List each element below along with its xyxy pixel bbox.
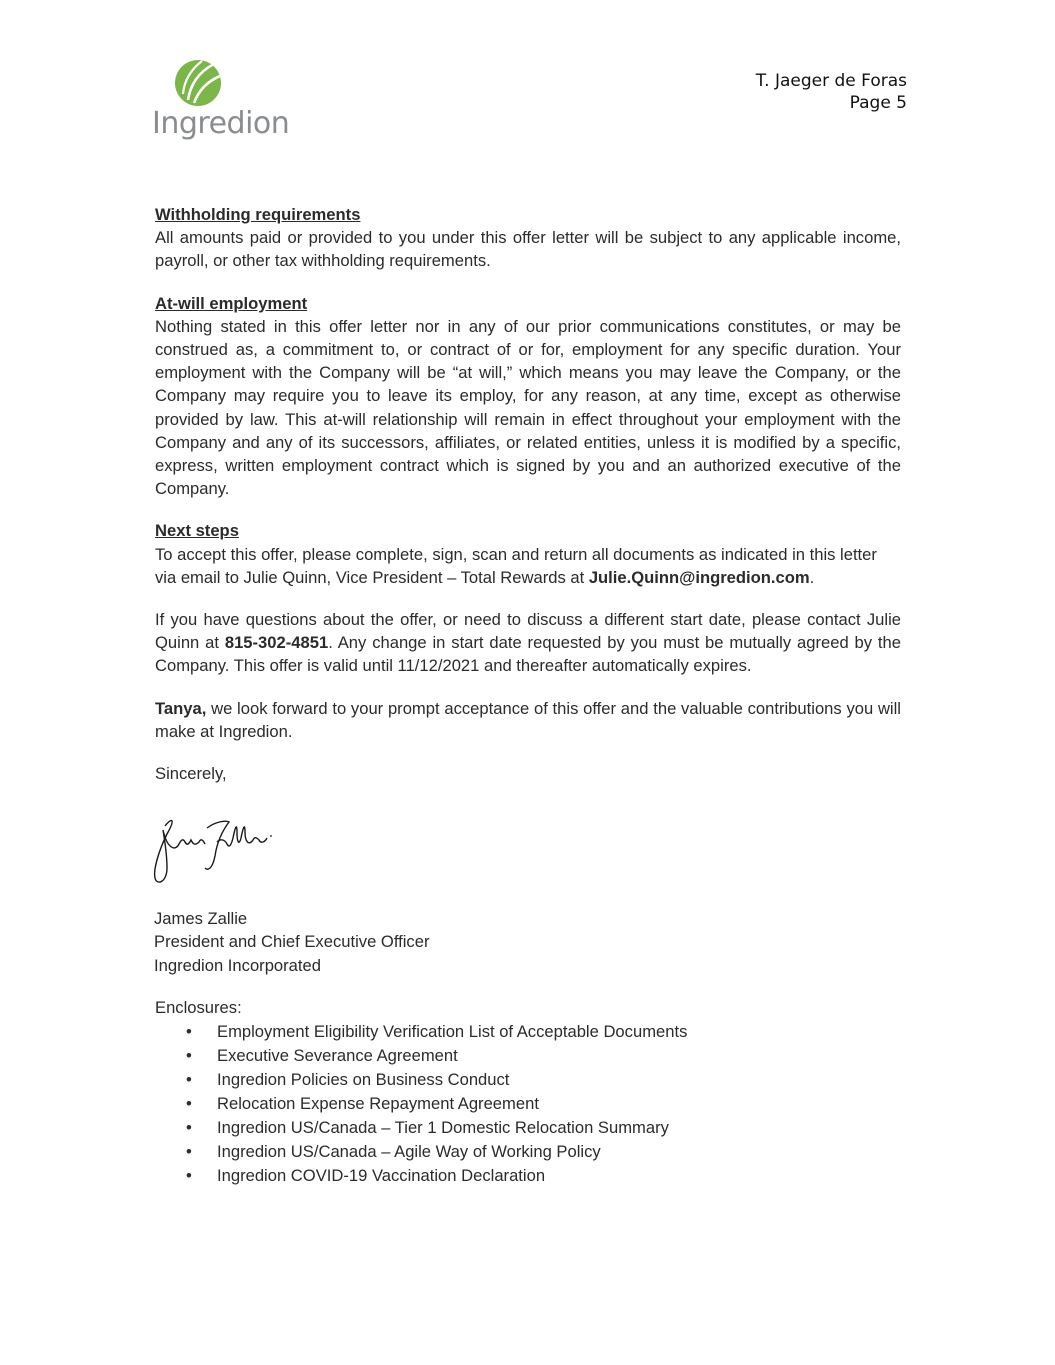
enclosures-label: Enclosures: <box>155 998 242 1017</box>
page-number: Page 5 <box>849 93 907 113</box>
next-steps-paragraph <box>155 543 901 589</box>
questions-end: . Any change in start date requested by you must be mutually agreed by the Company. This offer is valid until 11/12/2021 and thereafter automatically expires. <box>155 633 901 676</box>
salutation: Sincerely, <box>155 764 227 784</box>
recipient-name: T. Jaeger de Foras <box>755 71 907 91</box>
letter-body <box>155 203 901 785</box>
addressee-name: Tanya, <box>155 698 207 718</box>
signer-block <box>154 907 429 977</box>
bullet-icon: • <box>186 1070 192 1089</box>
contact-email: Julie.Quinn@ingredion.com <box>588 567 810 587</box>
list-item: • Ingredion COVID-19 Vaccination Declaration <box>155 1164 687 1188</box>
questions-paragraph <box>155 608 901 678</box>
at-will-paragraph: Nothing stated in this offer letter nor in any of our prior communications constitutes, or may be construed as, a commitment to, or contract of or for, employment for any specific duration. Your employment with the Company will be “at will,” which means you may leave the Company, or the Company may require you to leave its employ, for any reason, at any time, except as otherwise provided by law. This at-will relationship will remain in effect throughout your employment with the Company and any of its successors, affiliates, or related entities, unless it is modified by a specific, express, written employment contract which is signed by you and an authorized executive of the Company. <box>155 316 901 499</box>
contact-phone: 815-302-4851 <box>224 633 329 653</box>
bullet-icon: • <box>186 1118 192 1137</box>
list-item: • Employment Eligibility Verification List of Acceptable Documents <box>155 1020 687 1044</box>
next-steps-end: . <box>809 567 815 587</box>
list-item: • Relocation Expense Repayment Agreement <box>155 1092 687 1116</box>
withholding-paragraph: All amounts paid or provided to you under this offer letter will be subject to any applicable income, payroll, or other tax withholding requirements. <box>155 228 901 271</box>
bullet-icon: • <box>186 1142 192 1161</box>
bullet-icon: • <box>186 1022 192 1041</box>
list-item: • Ingredion US/Canada – Tier 1 Domestic Relocation Summary <box>155 1116 687 1140</box>
enclosure-list <box>155 1020 687 1188</box>
list-item: • Ingredion Policies on Business Conduct <box>155 1068 687 1092</box>
list-item: • Ingredion US/Canada – Agile Way of Working Policy <box>155 1140 687 1164</box>
logo-wordmark: Ingredion <box>152 106 290 141</box>
bullet-icon: • <box>186 1094 192 1113</box>
enclosures-block <box>155 996 687 1188</box>
leaf-logo-icon <box>174 58 222 108</box>
questions-text: If you have questions about the offer, or need to discuss a different start date, please contact Julie Quinn at <box>155 610 901 653</box>
signer-company: Ingredion Incorporated <box>154 955 321 975</box>
next-steps-text: To accept this offer, please complete, sign, scan and return all documents as indicated in this letter via email to Julie Quinn, Vice President – Total Rewards at <box>155 544 877 587</box>
bullet-icon: • <box>186 1046 192 1065</box>
closing-text: we look forward to your prompt acceptance of this offer and the valuable contributions you will make at Ingredion. <box>155 698 901 741</box>
bullet-icon: • <box>186 1166 192 1185</box>
page-header <box>756 70 907 114</box>
next-steps-heading: Next steps <box>155 521 239 541</box>
withholding-heading: Withholding requirements <box>155 205 361 224</box>
signer-name: James Zallie <box>154 909 248 928</box>
list-item: • Executive Severance Agreement <box>155 1044 687 1068</box>
closing-paragraph <box>155 697 901 743</box>
signer-title: President and Chief Executive Officer <box>154 932 430 952</box>
signature-image <box>145 808 280 888</box>
ingredion-logo <box>152 58 292 148</box>
at-will-heading: At-will employment <box>155 293 308 313</box>
